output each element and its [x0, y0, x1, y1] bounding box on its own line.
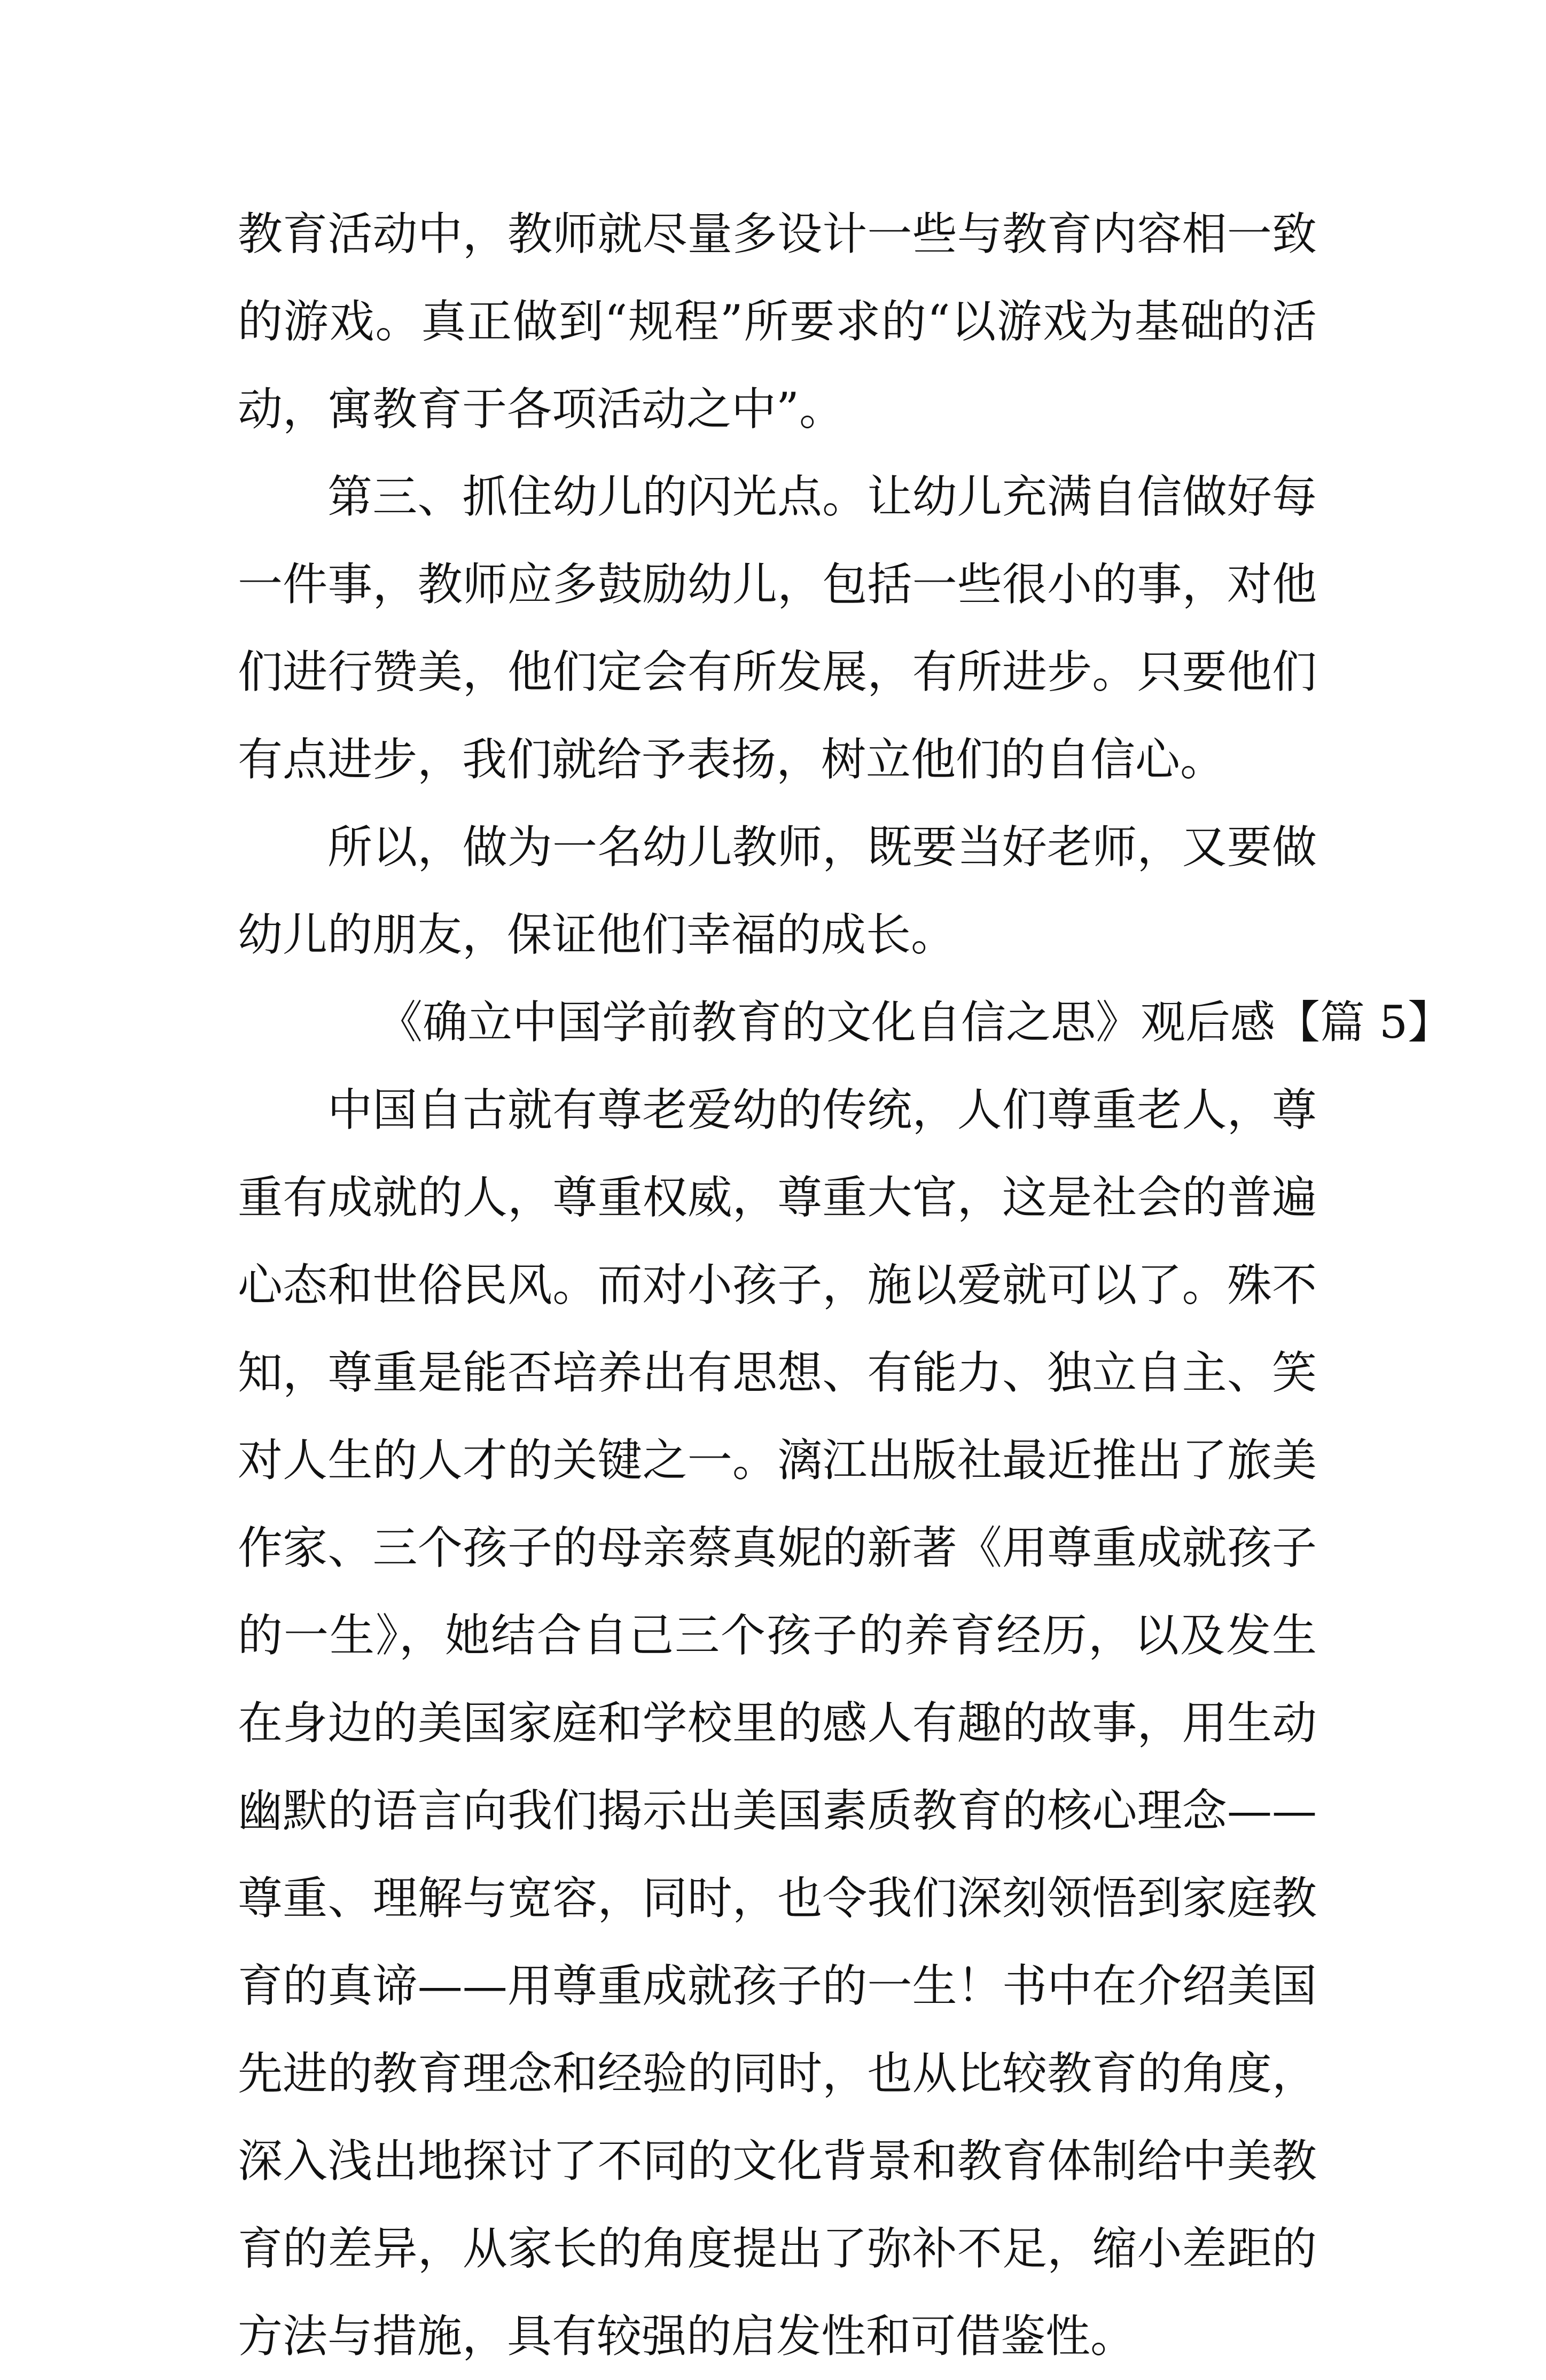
paragraph-third-point: 第三、抓住幼儿的闪光点。让幼儿充满自信做好每一件事，教师应多鼓励幼儿，包括一些很小的事，对他们进行赞美，他们定会有所发展，有所进步。只要他们有点进步，我们就给予表扬，树立他们的自信心。	[238, 471, 1317, 786]
document-body	[238, 190, 1453, 2380]
paragraph-continuation: 教育活动中，教师就尽量多设计一些与教育内容相一致的游戏。真正做到“规程”所要求的“以游戏为基础的活动，寓教育于各项活动之中”。	[238, 208, 1317, 435]
paragraph-conclusion: 所以，做为一名幼儿教师，既要当好老师，又要做幼儿的朋友，保证他们幸福的成长。	[238, 821, 1317, 961]
paragraph-article-5: 中国自古就有尊老爱幼的传统，人们尊重老人，尊重有成就的人，尊重权威，尊重大官，这是社会的普遍心态和世俗民风。而对小孩子，施以爱就可以了。殊不知，尊重是能否培养出有思想、有能力、独立自主、笑对人生的人才的关键之一。漓江出版社最近推出了旅美作家、三个孩子的母亲蔡真妮的新著《用尊重成就孩子的一生》，她结合自己三个孩子的养育经历，以及发生在身边的美国家庭和学校里的感人有趣的故事，用生动幽默的语言向我们揭示出美国素质教育的核心理念——尊重、理解与宽容，同时，也令我们深刻领悟到家庭教育的真谛——用尊重成就孩子的一生！书中在介绍美国先进的教育理念和经验的同时，也从比较教育的角度，深入浅出地探讨了不同的文化背景和教育体制给中美教育的差异，从家长的角度提出了弥补不足，缩小差距的方法与措施，具有较强的启发性和可借鉴性。	[238, 1084, 1317, 2362]
section-heading: 《确立中国学前教育的文化自信之思》观后感【篇 5】	[378, 996, 1453, 1048]
